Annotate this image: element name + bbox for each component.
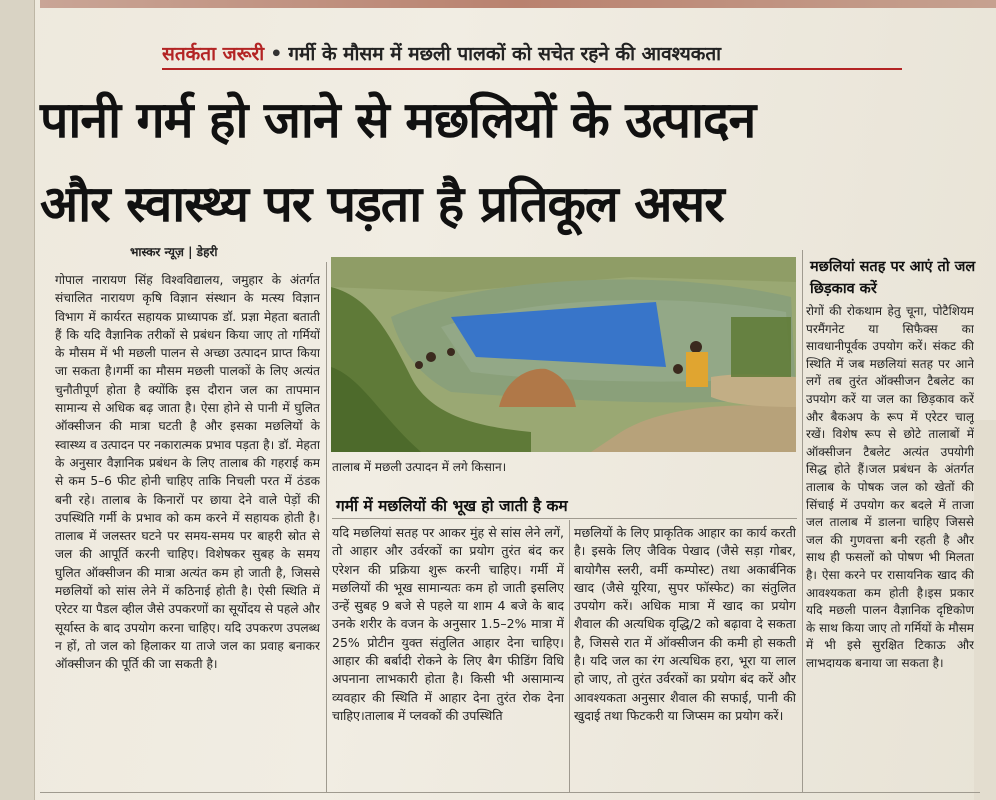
subhead-rule [332, 518, 797, 519]
column-divider [569, 520, 570, 792]
sidebar-column: रोगों की रोकथाम हेतु चूना, पोटैशियम परमैंगनेट या सिफैक्स का सावधानीपूर्वक उपयोग करें। संकट की स्थिति में जब मछलियां सतह पर आने लगें तब तुरंत ऑक्सीजन टैबलेट का उपयोग करें या जल का छिड़काव करें और बैकअप के रूप में एरेटर चालू रखें। विशेष रूप से छोटे तालाबों में ऑक्सीजन टैबलेट अत्यंत उपयोगी सिद्ध होते हैं।जल प्रबंधन के अंतर्गत तालाब के पोषक जल को खेतों की सिंचाई में उपयोग कर बदले में ताजा जल तालाब में डालना चाहिए जिससे जल की गुणवत्ता बनी रहती है और साथ ही फसलों को पोषण भी मिलता है। ऐसा करने पर रासायनिक खाद की आवश्यकता कम होती है।इस प्रकार यदि मछली पालन वैज्ञानिक दृष्टिकोण के साथ किया जाए तो गर्मियों के मौसम में भी इसे सुरक्षित टिकाऊ और लाभदायक बनाया जा सकता है। [806, 304, 974, 670]
top-color-band [40, 0, 996, 8]
kicker-text: गर्मी के मौसम में मछली पालकों को सचेत रहने की आवश्यकता [288, 43, 722, 65]
article-column-1: गोपाल नारायण सिंह विश्वविद्यालय, जमुहार के अंतर्गत संचालित नारायण कृषि विज्ञान संस्थान के मत्स्य विज्ञान विभाग में कार्यरत सहायक प्राध्यापक डॉ. प्रज्ञा मेहता बताती हैं कि यदि वैज्ञानिक तरीकों से प्रबंधन किया जाए तो गर्मियों के मौसम में भी मछली पालन से अच्छा उत्पादन प्राप्त किया जा सकता है।गर्मी का मौसम मछली पालकों के लिए अत्यंत चुनौतीपूर्ण होता है क्योंकि इस दौरान जल का तापमान सामान्य से अधिक बढ़ जाता है। ऐसा होने से पानी में घुलित ऑक्सीजन की मात्रा घटती है और इसका मछलियों के स्वास्थ्य व उत्पादन पर नकारात्मक प्रभाव पड़ता है। डॉ. मेहता के अनुसार वैज्ञानिक प्रबंधन के लिए तालाब की गहराई कम से कम 5–6 फीट होनी चाहिए ताकि निचली परत में ठंडक बनी रहे। तालाब के किनारों पर छाया देने वाले पेड़ों की उपस्थिति गर्मी के प्रभाव को कम करने में सहायक होती है। तालाब में जलस्तर घटने पर समय-समय पर बाहरी स्रोत से जल की आपूर्ति करनी चाहिए। विशेषकर सुबह के समय घुलित ऑक्सीजन की मात्रा अत्यंत कम हो जाती है, जिससे मछलियों को सांस लेने में कठिनाई होती है। ऐसी स्थिति में एरेटर या पैडल व्हील जैसे उपकरणों का सूर्योदय से पहले और सूर्यास्त के बाद उपयोग करना चाहिए। यदि उपकरण उपलब्ध न हों, तो जल को हिलाकर या ताजे जल का प्रवाह बनाकर ऑक्सीजन की पूर्ति की जा सकती है। [55, 273, 320, 672]
photo-caption: तालाब में मछली उत्पादन में लगे किसान। [332, 460, 507, 474]
byline: भास्कर न्यूज़ | डेहरी [130, 245, 218, 259]
pond-photo-illustration [331, 257, 796, 452]
adjacent-page-strip-right [974, 420, 996, 800]
headline-line-2: और स्वास्थ्य पर पड़ता है प्रतिकूल असर [40, 175, 724, 233]
column-divider [326, 262, 327, 792]
sidebar-heading: मछलियां सतह पर आएं तो जल छिड़काव करें [810, 259, 976, 297]
column-divider [802, 250, 803, 792]
kicker-label: सतर्कता जरूरी [162, 43, 265, 65]
adjacent-page-strip [0, 0, 35, 800]
pond-photo [331, 257, 796, 452]
headline [40, 78, 980, 246]
section-subheading: गर्मी में मछलियों की भूख हो जाती है कम [336, 497, 568, 515]
headline-line-1: पानी गर्म हो जाने से मछलियों के उत्पादन [40, 91, 756, 149]
kicker-line [162, 40, 902, 70]
article-column-3: यदि मछलियां सतह पर आकर मुंह से सांस लेने लगें, तो आहार और उर्वरकों का प्रयोग तुरंत बंद कर एरेशन की प्रक्रिया शुरू करनी चाहिए। गर्मी में मछलियों की भूख सामान्यतः कम हो जाती इसलिए उन्हें सुबह 9 बजे से पहले या शाम 4 बजे के बाद उनके शरीर के वजन के अनुसार 1.5–2% मात्रा में 25% प्रोटीन युक्त संतुलित आहार देना चाहिए। आहार की बर्बादी रोकने के लिए बैग फीडिंग विधि अपनाना लाभकारी होता है। किसी भी असामान्य व्यवहार की स्थिति में आहार देना तुरंत रोक देना चाहिए।तालाब में प्लवकों की उपस्थिति [332, 525, 564, 723]
article-column-4: मछलियों के लिए प्राकृतिक आहार का कार्य करती है। इसके लिए जैविक पेखाद (जैसे सड़ा गोबर, बायोगैस स्लरी, वर्मी कम्पोस्ट) तथा अकार्बनिक खाद (जैसे यूरिया, सुपर फॉस्फेट) का संतुलित उपयोग करें। अधिक मात्रा में खाद का प्रयोग शैवाल की अत्यधिक वृद्धि/2 को बढ़ावा दे सकता है, जिससे रात में ऑक्सीजन की कमी हो सकती है। यदि जल का रंग अत्यधिक हरा, भूरा या लाल हो जाए, तो तुरंत उर्वरकों का प्रयोग बंद करें और आवश्यकता अनुसार शैवाल की सफाई, पानी की खुदाई तथा फिटकरी या जिप्सम का प्रयोग करें। [574, 525, 796, 723]
kicker-bullet: • [270, 43, 283, 65]
kicker-rule [162, 68, 902, 70]
